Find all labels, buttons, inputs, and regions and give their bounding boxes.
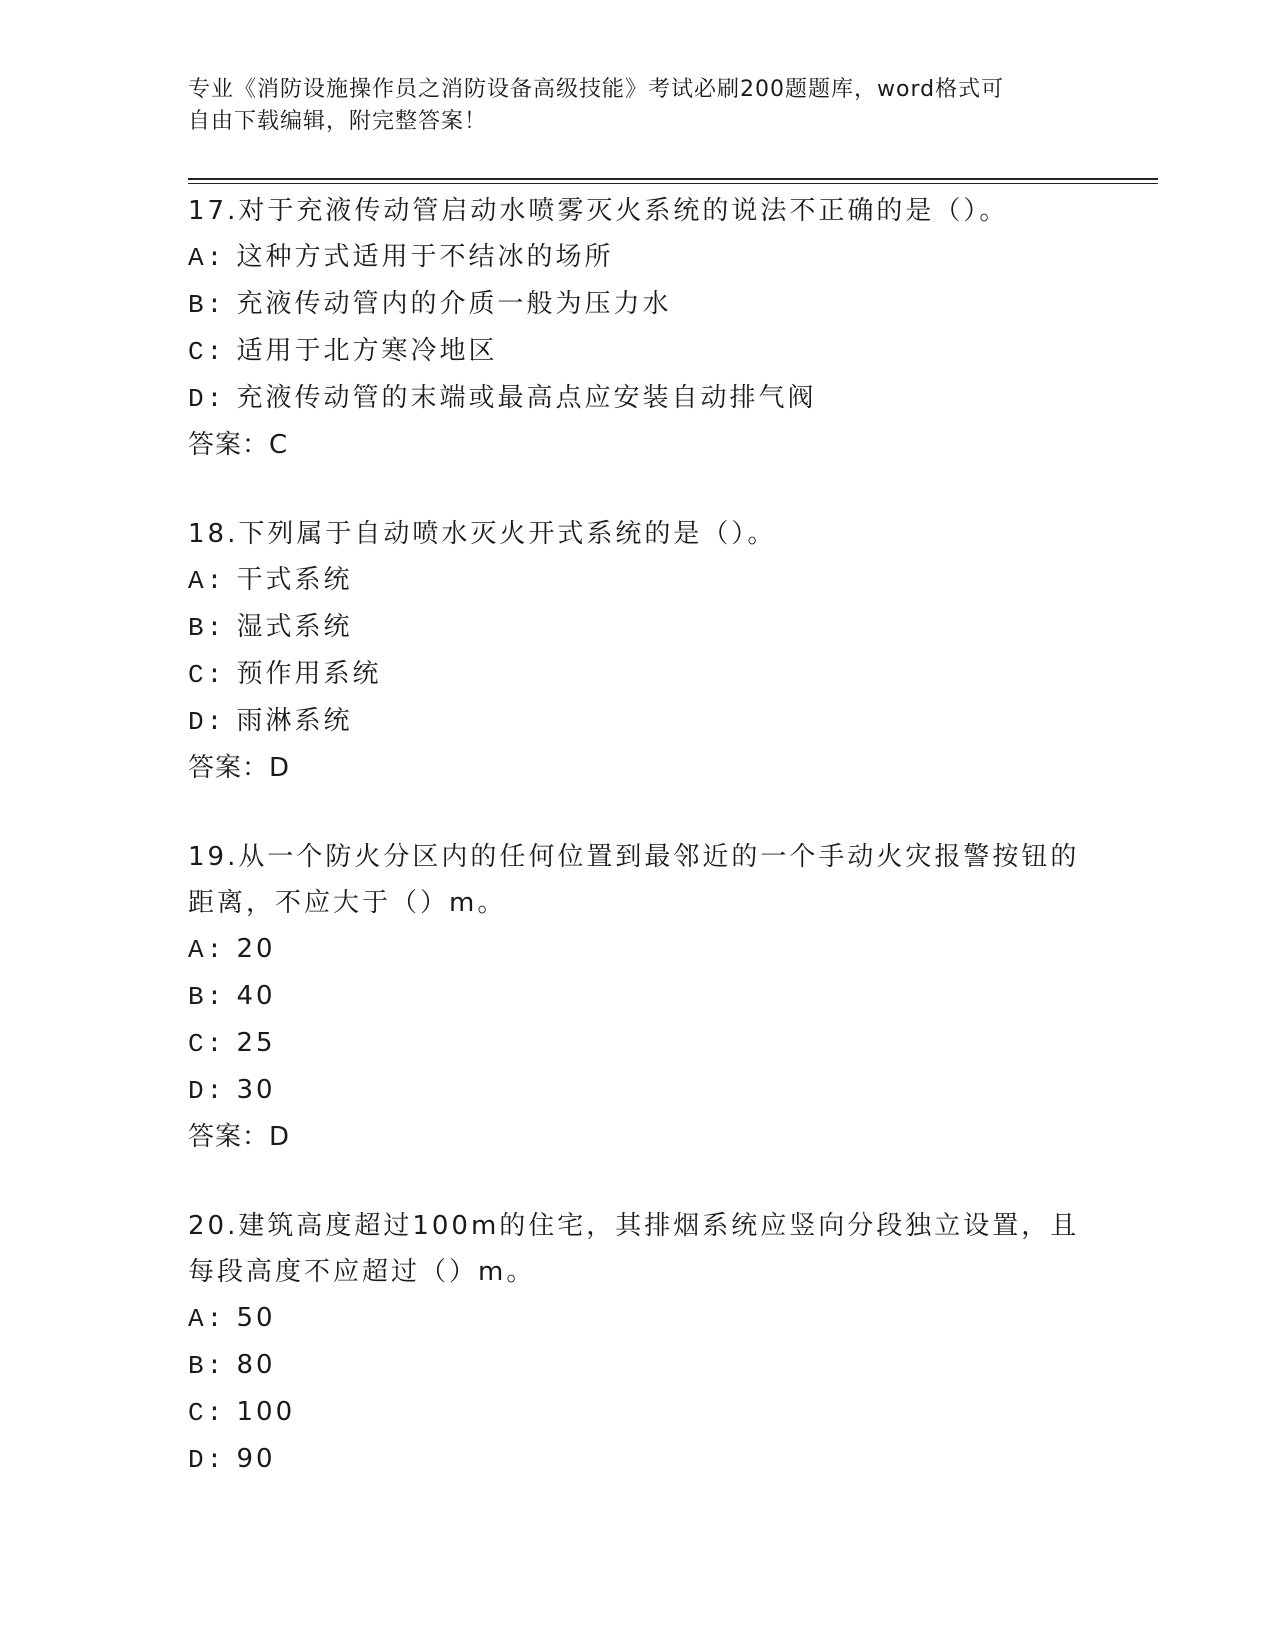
option-text: 湿式系统 (236, 612, 353, 642)
option-letter: D: (188, 1076, 226, 1106)
question-stem: 20.建筑高度超过100m的住宅，其排烟系统应竖向分段独立设置，且每段高度不应超过（）m。 (188, 1211, 1080, 1287)
option-a (188, 557, 1088, 604)
option-text: 预作用系统 (236, 659, 382, 689)
option-b (188, 281, 1088, 328)
option-text: 90 (236, 1444, 276, 1474)
question-17 (188, 188, 1088, 468)
question-20 (188, 1203, 1088, 1483)
option-letter: A: (188, 935, 226, 965)
option-d (188, 1067, 1088, 1114)
question-list (188, 188, 1088, 1526)
option-text: 25 (236, 1028, 276, 1058)
option-c (188, 328, 1088, 375)
option-text: 干式系统 (236, 565, 353, 595)
option-letter: B: (188, 613, 226, 643)
option-letter: A: (188, 566, 226, 596)
option-a (188, 926, 1088, 973)
answer-line: 答案：D (188, 753, 291, 783)
option-text: 40 (236, 981, 276, 1011)
question-stem: 18.下列属于自动喷水灭火开式系统的是（）。 (188, 519, 777, 549)
option-text: 适用于北方寒冷地区 (236, 336, 498, 366)
option-a (188, 234, 1088, 281)
option-c (188, 651, 1088, 698)
option-c (188, 1020, 1088, 1067)
option-text: 50 (236, 1303, 276, 1333)
option-text: 充液传动管的末端或最高点应安装自动排气阀 (236, 383, 817, 413)
option-text: 雨淋系统 (236, 706, 353, 736)
option-letter: C: (188, 337, 226, 367)
option-d (188, 1436, 1088, 1483)
answer-line: 答案：C (188, 430, 289, 460)
option-letter: C: (188, 1398, 226, 1428)
question-19 (188, 834, 1088, 1160)
option-letter: B: (188, 290, 226, 320)
option-c (188, 1389, 1088, 1436)
question-18 (188, 511, 1088, 791)
option-b (188, 604, 1088, 651)
header-line-2: 自由下载编辑，附完整答案！ (188, 109, 488, 134)
option-letter: A: (188, 243, 226, 273)
option-d (188, 375, 1088, 422)
option-letter: B: (188, 1351, 226, 1381)
option-text: 充液传动管内的介质一般为压力水 (236, 289, 672, 319)
option-text: 30 (236, 1075, 276, 1105)
option-d (188, 698, 1088, 745)
question-stem: 19.从一个防火分区内的任何位置到最邻近的一个手动火灾报警按钮的距离，不应大于（）m。 (188, 842, 1080, 918)
option-letter: C: (188, 1029, 226, 1059)
option-letter: D: (188, 1445, 226, 1475)
document-header (188, 74, 1088, 138)
option-text: 这种方式适用于不结冰的场所 (236, 242, 614, 272)
header-divider-thin (188, 183, 1158, 184)
header-divider-thick (188, 178, 1158, 180)
option-letter: D: (188, 707, 226, 737)
question-stem: 17.对于充液传动管启动水喷雾灭火系统的说法不正确的是（）。 (188, 196, 1009, 226)
option-letter: B: (188, 982, 226, 1012)
option-b (188, 1342, 1088, 1389)
header-line-1: 专业《消防设施操作员之消防设备高级技能》考试必刷200题题库，word格式可 (188, 77, 1005, 102)
option-letter: C: (188, 660, 226, 690)
option-a (188, 1295, 1088, 1342)
option-b (188, 973, 1088, 1020)
option-text: 80 (236, 1350, 276, 1380)
option-text: 20 (236, 934, 276, 964)
option-letter: D: (188, 384, 226, 414)
option-text: 100 (236, 1397, 296, 1427)
answer-line: 答案：D (188, 1122, 291, 1152)
option-letter: A: (188, 1304, 226, 1334)
